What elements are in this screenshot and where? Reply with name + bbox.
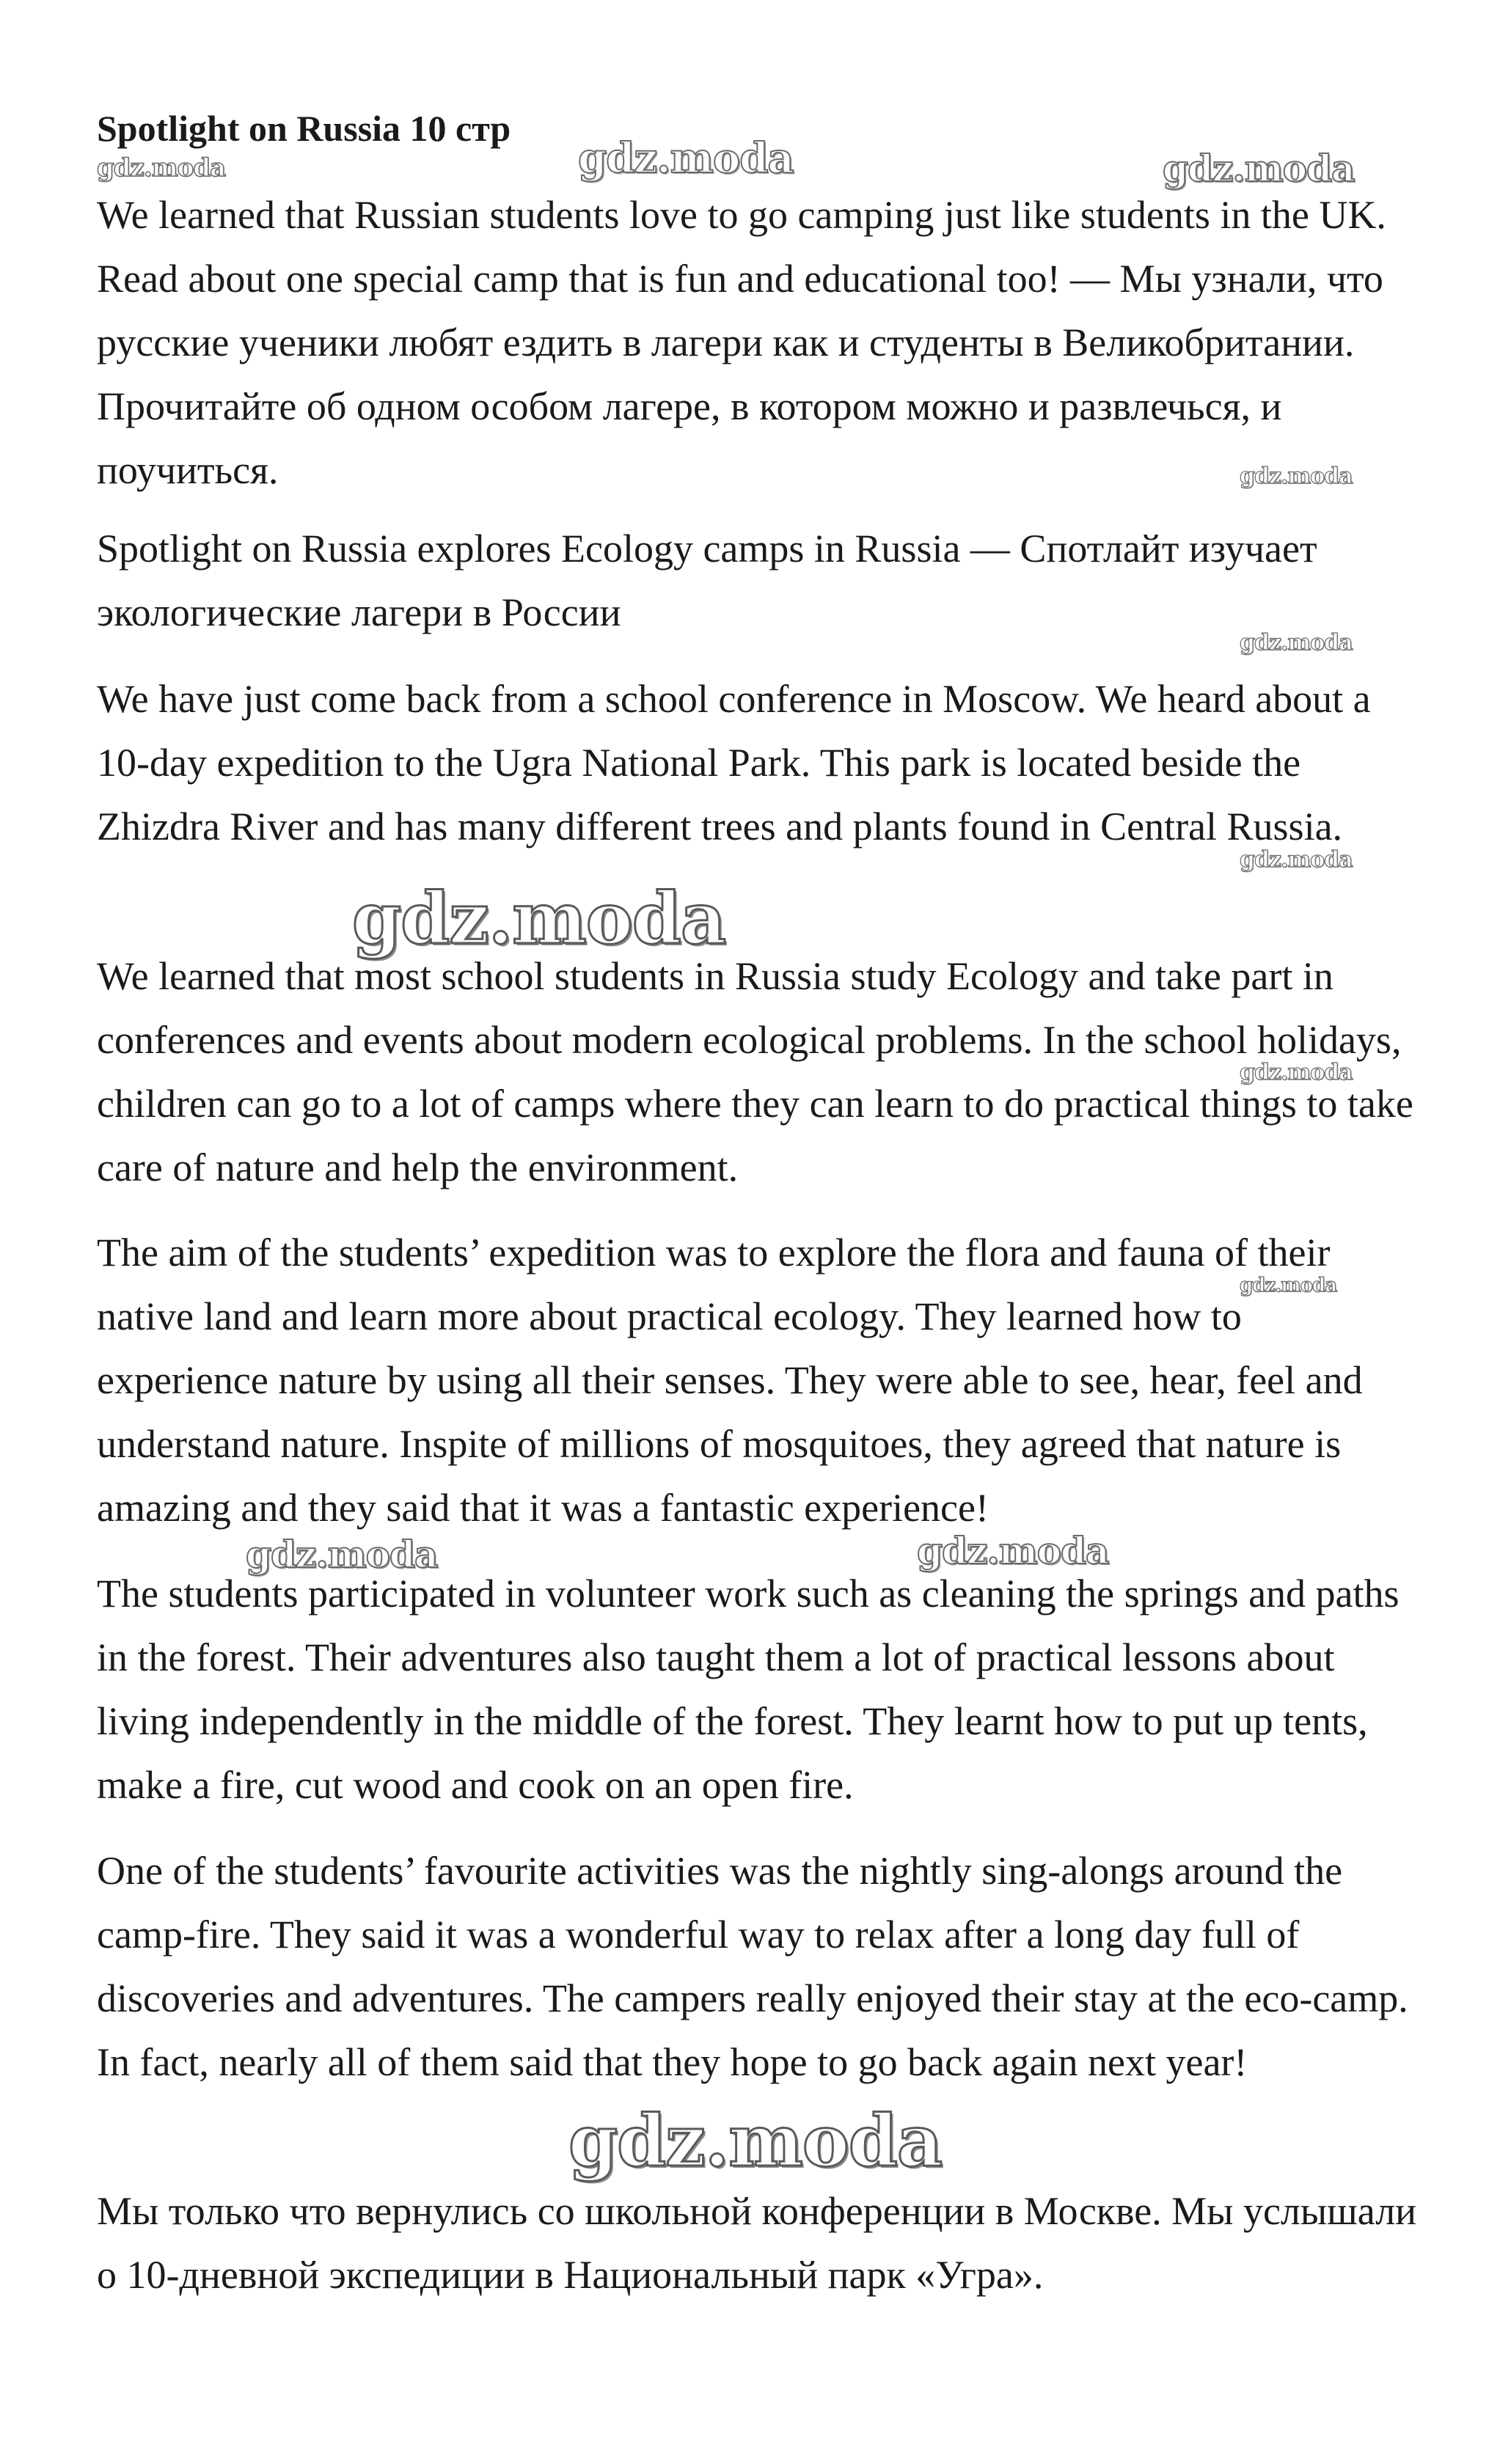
watermark-logo: gdz.moda	[1163, 147, 1355, 190]
watermark-logo: gdz.moda	[1240, 630, 1353, 656]
intro-paragraph: We learned that Russian students love to go camping just like students in the UK. Read about one special camp that is fun and educational too! — Мы узнали, что русские ученики любят ездить в лагери как и студенты в Великобритании. Прочитайте об одном особом лагере, в котором можно и развлечься, и поучиться.	[97, 193, 1386, 492]
article-paragraph-2: We learned that most school students in Russia study Ecology and take part in conferences and events about modern ecological problems. In the school holidays, children can go to a lot of camps where they can learn to do practical things to take care of nature and help the environment.	[97, 954, 1413, 1189]
watermark-logo: gdz.moda	[1240, 847, 1353, 873]
watermark-logo: gdz.moda	[568, 2100, 943, 2182]
article-paragraph-1: We have just come back from a school conference in Moscow. We heard about a 10-day expedition to the Ugra National Park. This park is located beside the Zhizdra River and has many different trees and plants found in Central Russia.	[97, 677, 1371, 848]
article-paragraph-5: One of the students’ favourite activities was the nightly sing-alongs around the camp-fire. They said it was a wonderful way to relax after a long day full of discoveries and adventures. The campers really enjoyed their stay at the eco-camp. In fact, nearly all of them said that they hope to go back again next year!	[97, 1849, 1408, 2084]
page-title: Spotlight on Russia 10 стр	[97, 108, 511, 149]
article-paragraph-4: The students participated in volunteer work such as cleaning the springs and paths in the forest. Their adventures also taught them a lot of practical lessons about living independently in the middle of the forest. They learnt how to put up tents, make a fire, cut wood and cook on an open fire.	[97, 1572, 1400, 1807]
watermark-logo: gdz.moda	[1240, 1275, 1337, 1297]
watermark-logo: gdz.moda	[578, 134, 794, 183]
article-paragraph-3: The aim of the students’ expedition was to explore the flora and fauna of their native land and learn more about practical ecology. They learned how to experience nature by using all their senses. They were able to see, hear, feel and understand nature. Inspite of millions of mosquitoes, they agreed that nature is amazing and they said that it was a fantastic experience!	[97, 1231, 1363, 1530]
watermark-logo: gdz.moda	[352, 877, 726, 960]
watermark-logo: gdz.moda	[1240, 1060, 1353, 1085]
watermark-logo: gdz.moda	[246, 1533, 438, 1576]
watermark-logo: gdz.moda	[97, 153, 226, 183]
watermark-logo: gdz.moda	[917, 1529, 1109, 1572]
watermark-logo: gdz.moda	[1240, 463, 1353, 489]
subtitle-paragraph: Spotlight on Russia explores Ecology camps in Russia — Спотлайт изучает экологические лагери в России	[97, 527, 1317, 634]
translation-paragraph: Мы только что вернулись со школьной конференции в Москве. Мы услышали о 10-дневной экспедиции в Национальный парк «Угра».	[97, 2189, 1417, 2297]
